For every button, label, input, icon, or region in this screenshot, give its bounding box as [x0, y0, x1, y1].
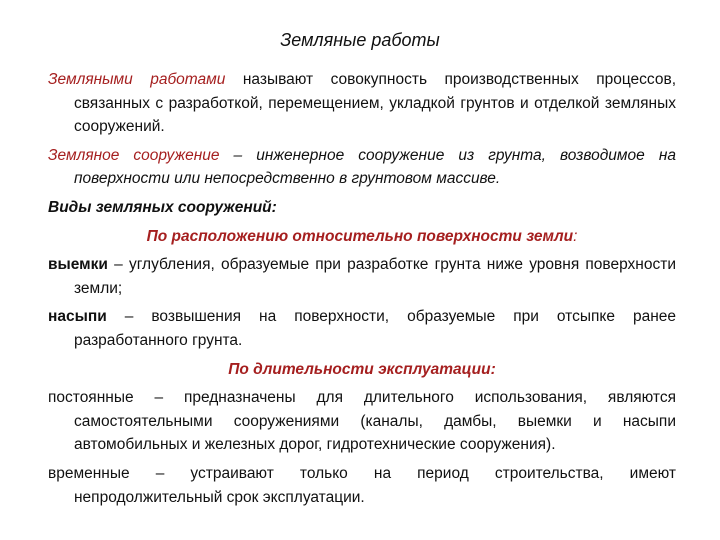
- term-earth-structure: Земляное сооружение: [48, 146, 220, 164]
- section-heading-location: [48, 225, 676, 249]
- section-heading-duration: По длительности эксплуатации:: [228, 360, 496, 378]
- list-item-excavations-text: – углубления, образуемые при разработке грунта ниже уровня поверхности земли;: [74, 256, 676, 297]
- definition-earth-structure: [48, 144, 676, 191]
- term-permanent: постоянные: [48, 389, 134, 407]
- definition-earthworks-text: называют совокупность производственных процессов, связанных с разработкой, перемещением, укладкой грунтов и отделкой земляных сооружений.: [74, 71, 676, 136]
- term-excavations: выемки: [48, 256, 108, 274]
- list-item-embankments: [48, 305, 676, 352]
- definition-earthworks: [48, 68, 676, 139]
- list-item-permanent-text: – предназначены для длительного использования, являются самостоятельными сооружениями (каналы, дамбы, выемки и насыпи автомобильных и железных дорог, гидротехнические сооружения).: [74, 389, 676, 454]
- term-temporary: временные: [48, 464, 130, 482]
- section-heading-location-text: По расположению относительно поверхности земли: [146, 227, 574, 245]
- list-item-embankments-text: – возвышения на поверхности, образуемые при отсыпке ранее разработанного грунта.: [74, 308, 676, 349]
- term-embankments: насыпи: [48, 308, 107, 326]
- list-item-permanent: [48, 386, 676, 457]
- types-heading: Виды земляных сооружений:: [48, 198, 277, 216]
- list-item-temporary-text: – устраивают только на период строительства, имеют непродолжительный срок эксплуатации.: [74, 464, 676, 506]
- definition-earth-structure-text: – инженерное сооружение из грунта, возводимое на поверхности или непосредственно в грунтовом массиве.: [74, 146, 676, 188]
- section-heading-location-colon: :: [573, 227, 578, 245]
- slide-title: Земляные работы: [280, 30, 440, 50]
- list-item-temporary: [48, 462, 676, 509]
- slide-content: [48, 68, 676, 514]
- list-item-excavations: [48, 253, 676, 300]
- term-earthworks: Земляными работами: [48, 71, 226, 88]
